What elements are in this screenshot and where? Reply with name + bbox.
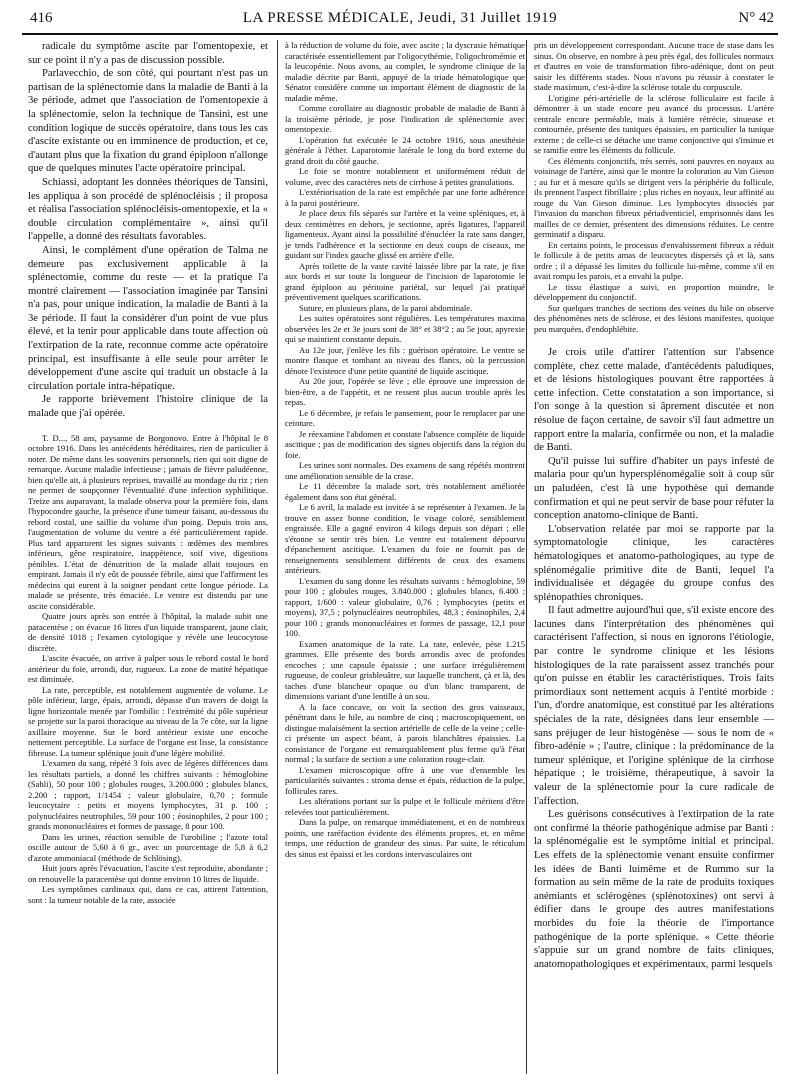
article-paragraph: Le 6 avril, la malade est invitée à se représenter à l'examen. Je la trouve en assez bonne condition, le visage coloré, sensiblement engraissée. Elle a gagné environ 4 kilogs depuis son départ ; elle s'étonne se sentir très bien. Le ventre est totalement dépourvu d'épanchement ascitique. L'examen du foie ne fournit pas de renseignements sensiblement différents de ceux des examens antérieurs. — [285, 502, 525, 575]
journal-title: LA PRESSE MÉDICALE, Jeudi, 31 Juillet 1919 — [242, 10, 558, 26]
article-paragraph: Parlavecchio, de son côté, qui pourtant n'est pas un partisan de la splénectomie dans la maladie de Banti à la 3e période, admet que l'association de l'omentopexie à la splénectomie, selon la technique de Tansini, est une condition logique de succès opératoire, dans tous les cas d'ascite existante ou en imminence de production, et ce, d'autant plus que la fixation du grand épiploon n'allonge que de quelques minutes l'acte opératoire principal. — [28, 68, 268, 175]
article-paragraph: Comme corollaire au diagnostic probable de maladie de Banti à la troisième période, je pose l'indication de splénectomie avec omentopexie. — [285, 103, 525, 134]
article-paragraph: Le foie se montre notablement et uniformément réduit de volume, avec des caractères nets de cirrhose à petites granulations. — [285, 166, 525, 187]
article-paragraph: L'extériorisation de la rate est empêchée par une forte adhérence à la paroi postérieure. — [285, 187, 525, 208]
column-divider — [526, 40, 527, 1074]
article-paragraph: Examen anatomique de la rate. La rate, enlevée, pèse 1.215 grammes. Elle présente des bords arrondis avec de profondes encoches ; une capsule épaissie ; une surface irrégulièrement rugueuse, de couleur grisbleuâtre, sur laquelle tranchent, çà et là, des taches d'une blancheur opaque ou d'un blanc transparent, de dimensions variant d'une lentille à un sou. — [285, 638, 525, 701]
article-paragraph: L'ascite évacuée, on arrive à palper sous le rebord costal le bord antérieur du foie, arrondi, dur, rugueux. La zone de matité hépatique est diminuée. — [28, 653, 268, 685]
article-paragraph: Je rapporte brièvement l'histoire clinique de la malade que j'ai opérée. — [28, 394, 268, 420]
article-paragraph: L'opération fut exécutée le 24 octobre 1916, sous anesthésie générale à l'éther. Laparotomie latérale le long du bord externe du grand droit du côté gauche. — [285, 134, 525, 166]
article-paragraph: Schiassi, adoptant les données théoriques de Tansini, les appliqua à son procédé de splénocléisis ; il proposa et réalisa l'association splénocléisis-omentopexie, et la « double circulation complémentaire », ainsi qu'il l'appelle, a donné des résultats favorables. — [28, 176, 268, 243]
article-paragraph: Le 11 décembre la malade sort, très notablement améliorée également dans son état général. — [285, 481, 525, 502]
article-paragraph: Les suites opératoires sont régulières. Les températures maxima observées les 2e et 3e jours sont de 38° et 38°2 ; au 5e jour, apyrexie qui se maintient constante depuis. — [285, 313, 525, 344]
article-paragraph: La rate, perceptible, est notablement augmentée de volume. Le pôle inférieur, large, épais, arrondi, dépasse d'un travers de doigt la ligne horizontale menée par l'ombilic : l'extrémité du pôle supérieur se projette sur la paroi thoracique au niveau de la 7e côte, sur la ligne axillaire moyenne. Sur le bord antérieur existe une encoche nettement perceptible. La surface de l'organe est lisse, la consistance fibreuse. La tumeur splénique jouit d'une légère mobilité. — [28, 684, 268, 758]
article-paragraph: Après toilette de la vaste cavité laissée libre par la rate, je fixe aux bords et sur toute la longueur de l'incision de laparotomie le grand épiploon au péritoine pariétal, sur lequel j'ai pratiqué préventivement quelques scarifications. — [285, 260, 525, 302]
article-paragraph: L'examen du sang, répété 3 fois avec de légères différences dans les résultats partiels, a donné les chiffres suivants : hémoglobine (Sahli), 50 pour 100 ; globules rouges, 3.200.000 ; globules blancs, 2.200 ; rapport, 1/1454 ; valeur globulaire, 0,70 ; formule leucocytaire : petits et moyens lymphocytes, 31 p. 100 ; polynucléaires neutrophiles, 59 pour 100 ; éosinophiles, 2 pour 100 ; grands mononucléaires et formes de passage, 8 pour 100. — [28, 758, 268, 832]
article-paragraph: L'observation relatée par moi se rapporte par la symptomatologie clinique, les caractères hématologiques et anatomo-pathologiques, au type de splénomégalie primitive dite de Banti, lequel l'a individualisée et dégagée du groupe confus des splénopathies chroniques. — [534, 523, 774, 603]
article-paragraph: Quatre jours après son entrée à l'hôpital, la malade subit une paracentèse ; on évacue 16 litres d'un liquide transparent, jaune clair, de densité 1018 ; l'examen cytologique y révèle une leucocytose discrète. — [28, 611, 268, 653]
article-paragraph: Les altérations portant sur la pulpe et le follicule méritent d'être relevées tout particulièrement. — [285, 796, 525, 817]
header-rule — [22, 33, 778, 35]
article-paragraph: Je place deux fils séparés sur l'artère et la veine spléniques, et, à deux centimètres en dehors, je sectionne, après ligatures, l'appareil ligamenteux. Ayant ainsi la possibilité d'énucléer la rate sans danger, je tends l'adhérence et la sectionne en deux coups de ciseaux, me guidant sur l'index gauche glissé en arrière d'elle. — [285, 208, 525, 260]
page-header — [22, 8, 778, 32]
column-left — [28, 40, 268, 1076]
article-paragraph: Ainsi, le complément d'une opération de Talma ne demeure pas exclusivement applicable à la splénectomie, comme du reste — et la pratique l'a montré clairement — l'association imaginée par Tansini n'a pas, pour unique indication, la maladie de Banti à la 3e période. Il faut la considérer d'un point de vue plus élevé, et la tenir pour applicable dans toute affection où l'extirpation de la rate, reconnue comme acte opératoire principal, est insuffisante à elle seule pour arrêter le développement d'une ascite qui traduit un obstacle à la circulation portale intra-hépatique. — [28, 244, 268, 392]
column-right — [534, 40, 774, 1076]
article-paragraph: En certains points, le processus d'envahissement fibreux a réduit le follicule à de petits amas de leucocytes dispersés çà et là, sans ordre ; il a dépassé les limites du follicule lui-même, comme s'il en avait rompu les parois, et a envahi la pulpe. — [534, 239, 774, 281]
article-paragraph: Dans la pulpe, on remarque immédiatement, et en de nombreux points, une raréfaction évidente des éléments propres, et, en même temps, une réduction de grandeur des sinus. Par suite, le réticulum des sinus est épaissi et les cordons intervasculaires ont — [285, 817, 525, 859]
column-divider — [277, 40, 278, 1074]
article-paragraph: à la réduction de volume du foie, avec ascite ; la dyscrasie hématique caractérisée essentiellement par l'oligocythémie, l'oligochromémie et la leucopénie. Nous avons, au complet, le syndrome clinique de la maladie décrite par Banti, appuyé de la triade hématologique que Sénator considère comme un important élément de diagnostic de la maladie même. — [285, 40, 525, 103]
article-paragraph: Qu'il puisse lui suffire d'habiter un pays infesté de malaria pour qu'un hypersplénomégalie soit à coup sûr un paludéen, c'est là une hypothèse qui demande confirmation et qui ne peut servir de base pour réfuter la conception anatomo-clinique de Banti. — [534, 455, 774, 522]
article-paragraph: Huit jours après l'évacuation, l'ascite s'est reproduite, abondante ; on renouvelle la paracentèse qui donne environ 10 litres de liquide. — [28, 863, 268, 884]
article-paragraph: A la face concave, on voit la section des gros vaisseaux, pénétrant dans le hile, au nombre de cinq ; macroscopiquement, on distingue malaisément la section artérielle de celle de la veine ; celle-ci présente un aspect béant, à parois blanchâtres épaissies. La consistance de l'organe est remarquablement plus ferme qu'à l'état normal ; la surface de section a une coloration rouge-clair. — [285, 701, 525, 764]
issue-number: N° 42 — [738, 10, 774, 26]
page-number: 416 — [30, 10, 53, 26]
article-paragraph: pris un développement correspondant. Aucune trace de stase dans les sinus. On observe, en nombre à peu près égal, des follicules normaux et d'autres en voie de transformation fibro-adénique, dont on peut saisir les différents stades. Nous n'avons pu réussir à constater le stade maximum, c'est-à-dire la sclérose totale du corpuscule. — [534, 40, 774, 92]
column-middle — [285, 40, 525, 1076]
article-paragraph: Au 20e jour, l'opérée se lève ; elle éprouve une impression de bien-être, a de l'appétit, et ne ressent plus aucun trouble après les repas. — [285, 376, 525, 407]
article-paragraph: radicale du symptôme ascite par l'omentopexie, et sur ce point il n'y a pas de discussion possible. — [28, 41, 268, 66]
article-paragraph: Le 6 décembre, je refais le pansement, pour le remplacer par une ceinture. — [285, 407, 525, 428]
article-paragraph: Je réexamine l'abdomen et constate l'absence complète de liquide ascitique ; pas de modification des signes objectifs dans la région du foie. — [285, 428, 525, 460]
article-paragraph: Les symptômes cardinaux qui, dans ce cas, attirent l'attention, sont : la tumeur notable de la rate, associée — [28, 884, 268, 905]
article-paragraph: L'origine péri-artérielle de la sclérose folliculaire est facile à démontrer à un stade encore peu avancé du processus. L'artère centrale encore perméable, mais à lumière rétrécie, sinueuse et contournée, présente des tuniques épaissies, en particulier la tunique externe ; de celle-ci se détache une trame conjonctive qui s'insinue et se ramifie entre les éléments du follicule. — [534, 92, 774, 155]
article-paragraph: Sur quelques tranches de sections des veines du hile on observe des phénomènes nets de sclérose, et des lésions manifestes, quoique peu marquées, d'endophlébite. — [534, 302, 774, 334]
article-paragraph: Le tissu élastique a suivi, en proportion moindre, le développement du conjonctif. — [534, 281, 774, 302]
article-paragraph: Les urines sont normales. Des examens de sang répétés montrent une amélioration sensible de la crase. — [285, 460, 525, 481]
article-paragraph: L'examen du sang donne les résultats suivants : hémoglobine, 59 pour 100 ; globules rouges, 3.840.000 ; globules blancs, 6.400 ; rapport, 1/600 : valeur globulaire, 0,76 ; lymphocytes (petits et moyens), 37,5 ; polynucléaires neutrophiles, 48,3 ; éosinophiles, 2,4 pour 100 ; grands mononucléaires et formes de passage, 12,1 pour 100. — [285, 575, 525, 638]
article-paragraph: Les guérisons consécutives à l'extirpation de la rate ont confirmé la théorie pathogénique admise par Banti : la splénomégalie est le symptôme initial et principal. Les effets de la splénectomie venant ensuite confirmer les idées de Banti luimême et de Rummo sur la formation au sein même de la rate de produits toxiques anémiants et sclérogènes (splénotoxines) ont servi à édifier dans le groupe des autres manifestations morbides du foie la théorie de l'importance pathogénique de la porte splénique. « Cette théorie s'appuie sur un grand nombre de faits cliniques, anatomopathologiques et expérimentaux, parmi lesquels — [534, 809, 774, 970]
article-paragraph: Au 12e jour, j'enlève les fils : guérison opératoire. Le ventre se montre flasque et tombant au niveau des flancs, où la percussion dénote l'existence d'une petite quantité de liquide ascitique. — [285, 344, 525, 376]
article-paragraph: Dans les urines, réaction sensible de l'urobiline ; l'azote total oscille autour de 5,60 à 6 gr., avec un pourcentage de 5,8 à 6,2 d'azote ammoniacal (méthode de Schlösing). — [28, 831, 268, 863]
article-paragraph: Suture, en plusieurs plans, de la paroi abdominale. — [299, 302, 473, 313]
article-paragraph: Il faut admettre aujourd'hui que, s'il existe encore des lacunes dans l'interprétation des phénomènes qui caractérisent l'affection, si nous en ignorons l'étiologie, par contre le syndrome clinique et les lésions histologiques de la rate paraissent assez tranchés pour qu'on puisse en établir les caractéristiques. Trois faits primordiaux sont nettement acquis à l'entité morbide : l'un, d'ordre anatomique, est constitué par les altérations spéciales de la rate, désignées dans leur ensemble — sans préjuger de leur histogénèse — sous le nom de « fibro-adénie » ; l'autre, clinique : la prédominance de la tumeur splénique, et l'origine splénique de la cirrhose hépatique ; le troisième, thérapeutique, à savoir la valeur de la splénectomie pour la cure radicale de l'affection. — [534, 605, 774, 807]
article-paragraph: T. D..., 58 ans, paysanne de Borgonovo. Entre à l'hôpital le 8 octobre 1916. Dans les antécédents héréditaires, rien de particulier à noter. De même dans les souvenirs personnels, rien qui soit digne de remarque. Aucune maladie infectieuse ; jamais de fièvre paludéenne, bien qu'elle ait, à plusieurs reprises, travaillé au mondage du riz ; rien ne permet de soupçonner l'éventualité d'une infection syphilitique. Treize ans auparavant, la malade observa pour la première fois, dans l'hypocondre gauche, la présence d'une tumeur faisant, au-dessous du rebord costal, une saillie du volume d'un poing. Depuis trois ans, l'augmentation de volume du ventre a été particulièrement rapide. Plus tard apparurent les signes suivants : œdèmes des membres inférieurs, gêne respiratoire, inappétence, soif vive, digestions pénibles. L'état de dénutrition de la malade allait toujours en empirant. Jamais il n'y eût de poussée fébrile, ainsi que l'affirment les médecins qui eurent à la soigner pendant cette longue période. La malade se présente, très émaciée. Le ventre est distendu par une ascite considérable. — [28, 432, 268, 611]
article-paragraph: L'examen microscopique offre à une vue d'ensemble les particularités suivantes : stroma dense et épais, réduction de la pulpe, follicules rares. — [285, 764, 525, 796]
article-paragraph: Je crois utile d'attirer l'attention sur l'absence complète, chez cette malade, d'antécédents paludiques, et de lésions histologiques pouvant être rapportées à cette infection. Cette constatation a son importance, si l'on songe à la question si âprement discutée et non résolue de façon certaine, de savoir s'il faut admettre un rapport entre la malaria, confirmée ou non, et la maladie de Banti. — [534, 347, 774, 454]
article-paragraph: Ces éléments conjonctifs, très serrés, sont pauvres en noyaux au voisinage de l'artère, ainsi que le montre la coloration au Van Gieson ; au fur et à mesure qu'ils se dirigent vers la périphérie du follicule, ils prennent l'aspect fibrillaire ; plus riches en noyaux, leur affinité au rouge du Van Gieson diminue. Les lymphocytes dissociés par l'invasion du manchon fibreux périadventiciel, emprisonnés dans les mailles de ce dernier, présentent des dimensions réduites. Le centre germinatif a disparu. — [534, 155, 774, 239]
